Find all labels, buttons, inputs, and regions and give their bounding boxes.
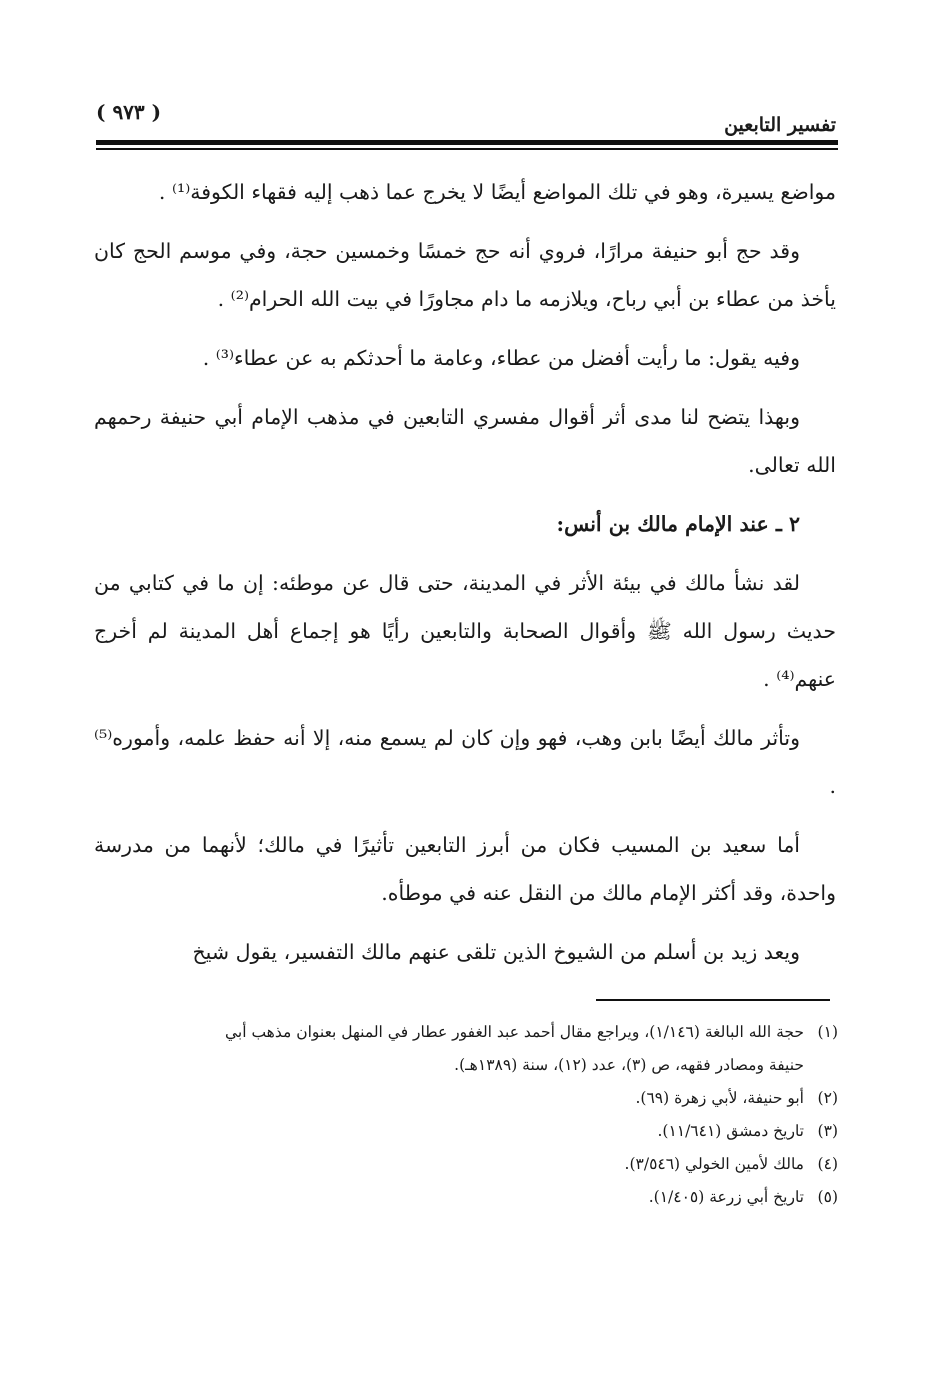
footnote: (٣)تاريخ دمشق (١١/٦٤١). (657, 1122, 838, 1140)
footnote: (٢)أبو حنيفة، لأبي زهرة (٦٩). (635, 1089, 838, 1107)
header-rule-thin (96, 148, 838, 150)
paragraph: ويعد زيد بن أسلم من الشيوخ الذين تلقى عنهم مالك التفسير، يقول شيخ (192, 940, 800, 964)
paragraph: وقد حج أبو حنيفة مرارًا، فروي أنه حج خمسًا وخمسين حجة، وفي موسم الحج كان يأخذ من عطاء بن أبي رباح، ويلازمه ما دام مجاورًا في بيت الله الحرام⁽²⁾ . (94, 239, 836, 311)
footnotes (80, 1016, 838, 1214)
section-heading: ٢ ـ عند الإمام مالك بن أنس: (556, 512, 800, 536)
page-number: ( ٩٧٣ ) (96, 100, 162, 124)
footnote: (٥)تاريخ أبي زرعة (١/٤٠٥). (648, 1188, 838, 1206)
footnote-continuation: حنيفة ومصادر فقهه، ص (٣)، عدد (١٢)، سنة (١٣٨٩هـ). (454, 1056, 804, 1074)
paragraph: وفيه يقول: ما رأيت أفضل من عطاء، وعامة ما أحدثكم به عن عطاء⁽³⁾ . (202, 346, 800, 370)
footnote-separator (596, 999, 830, 1001)
footnote: (٤)مالك لأمين الخولي (٣/٥٤٦). (624, 1155, 838, 1173)
paragraph: وتأثر مالك أيضًا بابن وهب، فهو وإن كان لم يسمع منه، إلا أنه حفظ علمه، وأموره⁽⁵⁾ . (94, 726, 836, 798)
paragraph: مواضع يسيرة، وهو في تلك المواضع أيضًا لا يخرج عما ذهب إليه فقهاء الكوفة⁽¹⁾ . (158, 180, 836, 204)
running-title: تفسير التابعين (724, 114, 836, 136)
header-rule-thick (96, 140, 838, 145)
footnote: (١)حجة الله البالغة (١/١٤٦)، ويراجع مقال أحمد عبد الغفور عطار في المنهل بعنوان مذهب أبي (224, 1023, 838, 1041)
paragraph: لقد نشأ مالك في بيئة الأثر في المدينة، حتى قال عن موطئه: إن ما في كتابي من حديث رسول الله ﷺ وأقوال الصحابة والتابعين رأيًا هو إجماع أهل المدينة لم أخرج عنهم⁽⁴⁾ . (94, 571, 836, 691)
paragraph: وبهذا يتضح لنا مدى أثر أقوال مفسري التابعين في مذهب الإمام أبي حنيفة رحمهم الله تعالى. (94, 405, 836, 477)
paragraph: أما سعيد بن المسيب فكان من أبرز التابعين تأثيرًا في مالك؛ لأنهما من مدرسة واحدة، وقد أكثر الإمام مالك من النقل عنه في موطأه. (94, 833, 836, 905)
main-text (94, 168, 836, 987)
